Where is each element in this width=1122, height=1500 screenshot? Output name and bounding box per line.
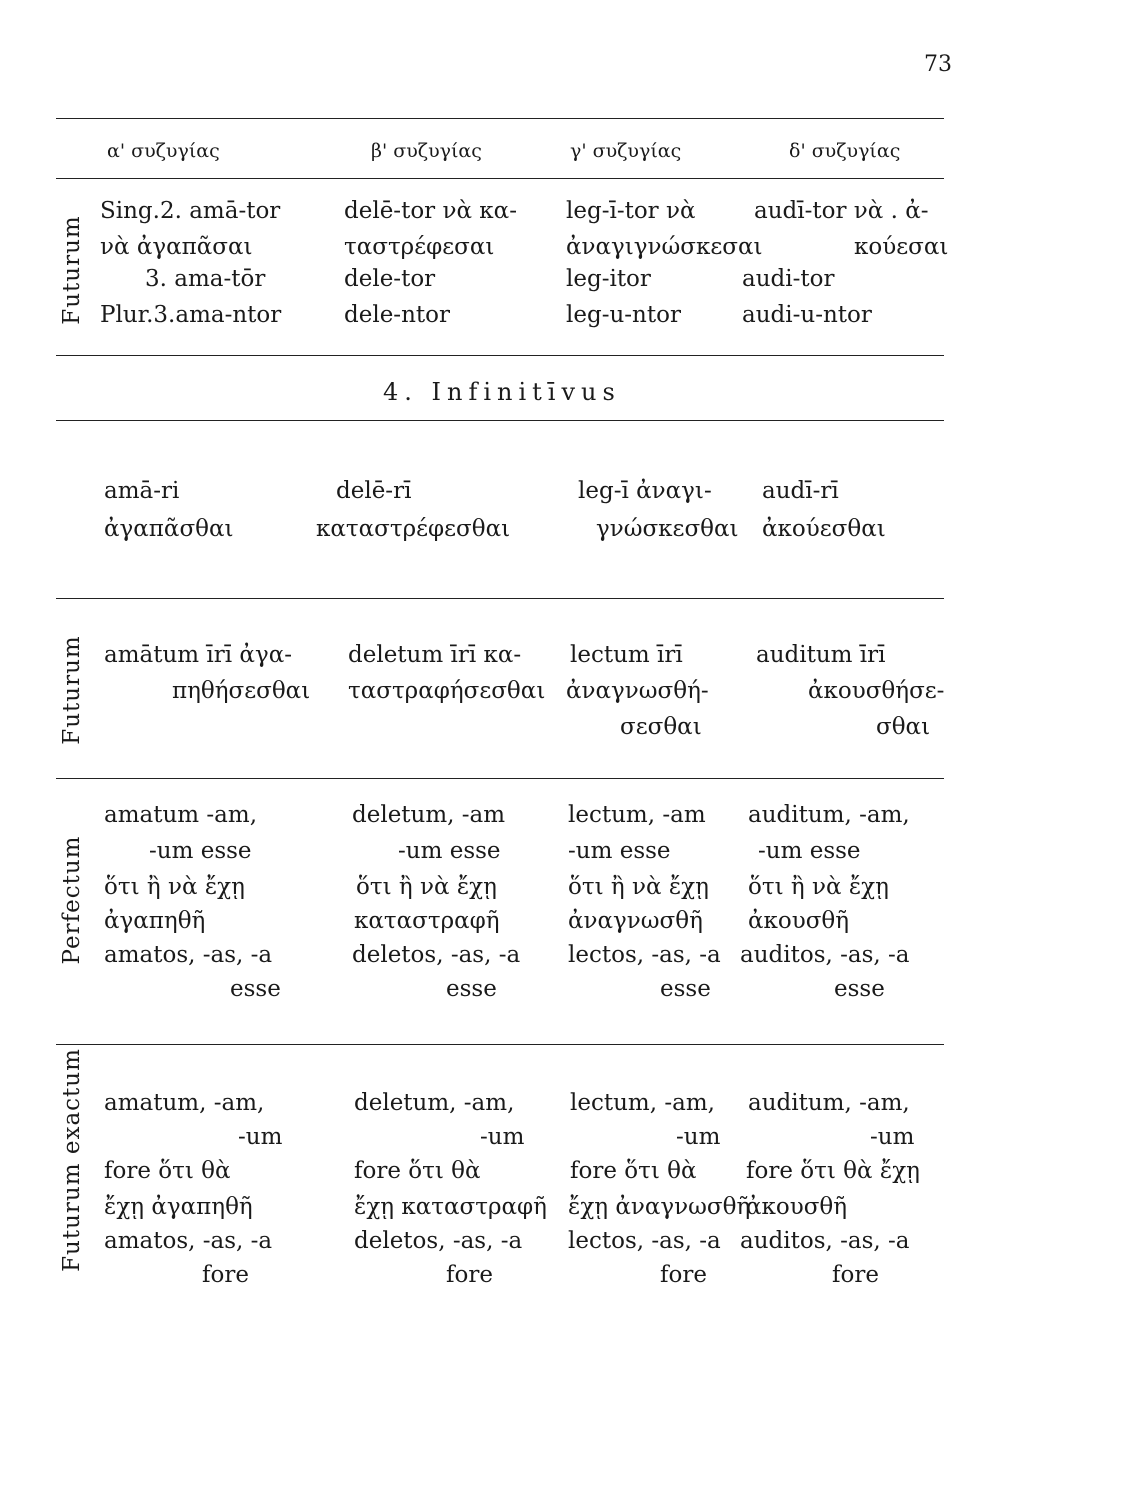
rule-futurum-inf-end [56, 778, 944, 779]
cell: ἔχῃ ἀναγνωσθῆ [568, 1194, 751, 1220]
cell: πηθήσεσθαι [172, 678, 311, 704]
cell: ἀγαπηθῆ [104, 908, 206, 934]
cell: ἀκουσθῆ [748, 908, 850, 934]
cell: amatos, -as, -a [104, 1228, 273, 1254]
cell: amatum -am, [104, 802, 258, 828]
cell: dele-tor [344, 266, 436, 292]
header-col-2: β' συζυγίας [371, 140, 482, 162]
cell: ἀκούεσθαι [762, 516, 886, 542]
cell: leg-u-ntor [566, 302, 681, 328]
header-col-3: γ' συζυγίας [570, 140, 682, 162]
rule-futurum-end [56, 355, 944, 356]
side-label-futurum-exactum: Futurum exactum [59, 1048, 85, 1272]
side-label-perfectum: Perfectum [59, 835, 85, 965]
page-number: 73 [924, 52, 952, 77]
cell: auditum, -am, [748, 1090, 910, 1116]
cell: fore ὅτι θὰ [104, 1158, 231, 1184]
cell: audi-u-ntor [742, 302, 872, 328]
cell: ὅτι ἢ νὰ ἔχῃ [104, 874, 245, 900]
cell: esse [834, 976, 885, 1002]
cell: lectum, -am, [570, 1090, 715, 1116]
cell: ὅτι ἢ νὰ ἔχῃ [748, 874, 889, 900]
cell: ταστρέφεσαι [344, 234, 495, 260]
cell: καταστρέφεσθαι [316, 516, 511, 542]
rule-title-end [56, 420, 944, 421]
cell: amatum, -am, [104, 1090, 265, 1116]
cell: ἔχῃ ἀγαπηθῆ [104, 1194, 253, 1220]
section-title: 4. Infinitīvus [383, 378, 621, 406]
cell: leg-ī-tor νὰ [566, 198, 696, 224]
cell: deletos, -as, -a [354, 1228, 523, 1254]
cell: ἔχῃ καταστραφῆ [354, 1194, 547, 1220]
cell: audi-tor [742, 266, 835, 292]
header-col-1: α' συζυγίας [107, 140, 220, 162]
cell: ἀκουσθῆ [746, 1194, 848, 1220]
cell: ὅτι ἢ νὰ ἔχῃ [568, 874, 709, 900]
cell: -um [870, 1124, 915, 1150]
cell: amātum īrī ἀγα- [104, 642, 293, 668]
cell: delē-rī [336, 478, 412, 504]
cell: amatos, -as, -a [104, 942, 273, 968]
cell: amā-ri [104, 478, 180, 504]
cell: leg-itor [566, 266, 651, 292]
rule-top [56, 118, 944, 119]
cell: esse [446, 976, 497, 1002]
header-col-4: δ' συζυγίας [789, 140, 901, 162]
cell: ἀναγνωσθή- [566, 678, 709, 704]
cell: κούεσαι [854, 234, 949, 260]
cell: ἀναγιγνώσκεσαι [566, 234, 763, 260]
cell: delē-tor νὰ κα- [344, 198, 517, 224]
cell: -um [480, 1124, 525, 1150]
cell: dele-ntor [344, 302, 450, 328]
cell: -um esse [568, 838, 671, 864]
side-label-futurum: Futurum [59, 215, 85, 325]
cell: lectos, -as, -a [568, 942, 721, 968]
cell: lectum īrī [570, 642, 683, 668]
cell: 3. ama-tōr [145, 266, 266, 292]
cell: auditos, -as, -a [740, 1228, 910, 1254]
cell: fore [202, 1262, 249, 1288]
cell: audī-tor νὰ . ἀ- [754, 198, 929, 224]
cell: γνώσκεσθαι [596, 516, 739, 542]
cell: fore [660, 1262, 707, 1288]
cell: ταστραφήσεσθαι [348, 678, 546, 704]
cell: -um esse [149, 838, 252, 864]
cell: νὰ ἀγαπᾶσαι [100, 234, 253, 260]
cell: deletum īrī κα- [348, 642, 522, 668]
cell: deletos, -as, -a [352, 942, 521, 968]
cell: auditum, -am, [748, 802, 910, 828]
cell: esse [230, 976, 281, 1002]
cell: ἀναγνωσθῆ [568, 908, 703, 934]
cell: audī-rī [762, 478, 839, 504]
cell: lectum, -am [568, 802, 706, 828]
cell: deletum, -am [352, 802, 506, 828]
cell: Sing.2. amā-tor [100, 198, 281, 224]
cell: ἀγαπᾶσθαι [104, 516, 234, 542]
cell: σθαι [876, 714, 931, 740]
cell: esse [660, 976, 711, 1002]
cell: -um esse [398, 838, 501, 864]
side-label-futurum-infinitive: Futurum [59, 635, 85, 745]
cell: fore [446, 1262, 493, 1288]
cell: ἀκουσθήσε- [808, 678, 945, 704]
cell: σεσθαι [620, 714, 702, 740]
cell: -um [676, 1124, 721, 1150]
cell: καταστραφῆ [354, 908, 500, 934]
cell: fore ὅτι θὰ ἔχῃ [746, 1158, 920, 1184]
cell: auditos, -as, -a [740, 942, 910, 968]
cell: lectos, -as, -a [568, 1228, 721, 1254]
cell: -um esse [758, 838, 861, 864]
cell: fore ὅτι θὰ [354, 1158, 481, 1184]
cell: -um [238, 1124, 283, 1150]
cell: leg-ī ἀναγι- [578, 478, 712, 504]
cell: auditum īrī [756, 642, 886, 668]
rule-praesens-end [56, 598, 944, 599]
rule-header [56, 178, 944, 179]
cell: fore [832, 1262, 879, 1288]
rule-perfectum-end [56, 1044, 944, 1045]
cell: fore ὅτι θὰ [570, 1158, 697, 1184]
cell: ὅτι ἢ νὰ ἔχῃ [356, 874, 497, 900]
cell: deletum, -am, [354, 1090, 515, 1116]
cell: Plur.3.ama-ntor [100, 302, 282, 328]
